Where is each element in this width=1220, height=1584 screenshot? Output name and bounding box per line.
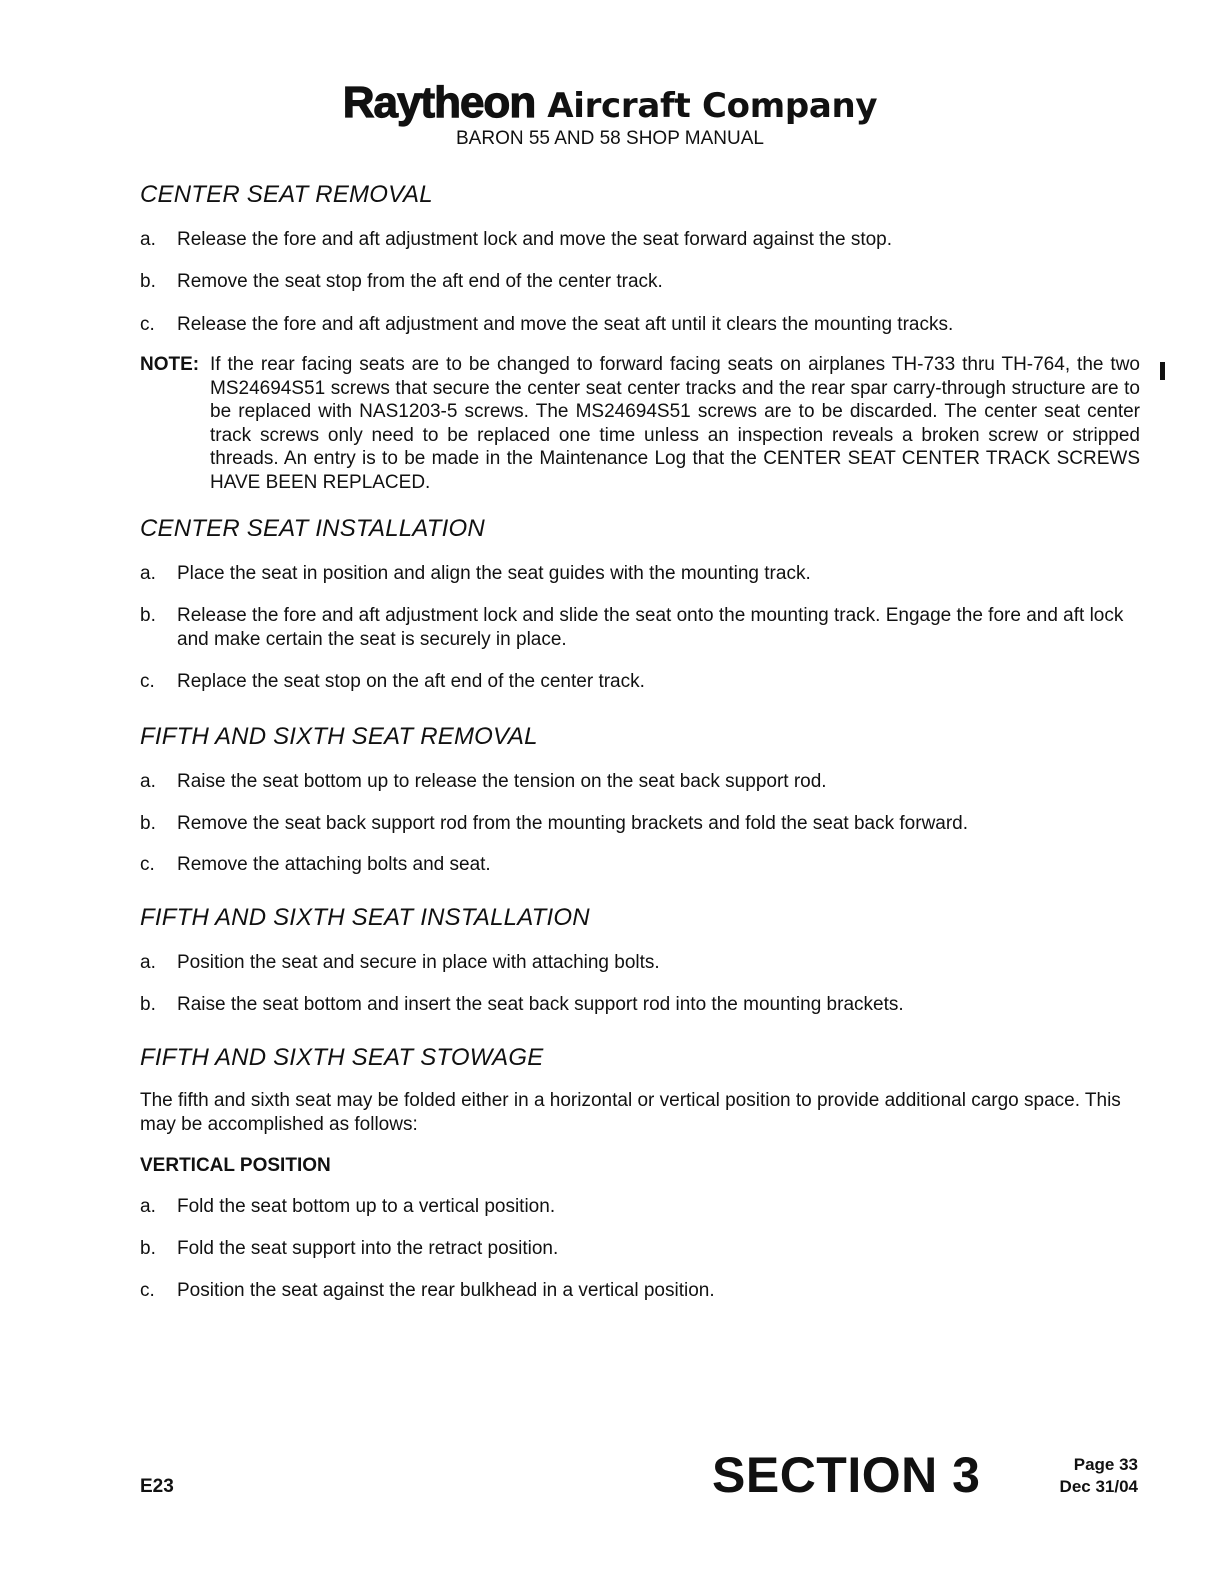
step-list xyxy=(140,228,1140,337)
step-list xyxy=(140,951,1140,1017)
manual-content xyxy=(140,178,1140,1303)
step-text: Raise the seat bottom up to release the tension on the seat back support rod. xyxy=(177,771,827,792)
brand xyxy=(343,78,878,128)
page-header xyxy=(0,78,1220,128)
section-heading: FIFTH AND SIXTH SEAT STOWAGE xyxy=(140,1044,544,1071)
step-text: Position the seat against the rear bulkhead in a vertical position. xyxy=(177,1280,715,1301)
step-list xyxy=(140,562,1140,694)
fifth-sixth-seat-stowage xyxy=(140,1041,1140,1303)
section-heading: CENTER SEAT INSTALLATION xyxy=(140,515,485,542)
step-item xyxy=(140,670,1140,694)
step-letter: b. xyxy=(140,271,156,292)
raytheon-logo: Raytheon xyxy=(342,78,536,127)
step-item xyxy=(140,270,1140,294)
step-text: Remove the seat stop from the aft end of the center track. xyxy=(177,271,663,292)
note-block xyxy=(140,353,1140,494)
step-text: Fold the seat support into the retract position. xyxy=(177,1238,559,1259)
revision-date: Dec 31/04 xyxy=(1059,1477,1138,1496)
step-letter: c. xyxy=(140,1280,155,1301)
step-letter: a. xyxy=(140,771,156,792)
step-text: Release the fore and aft adjustment and move the seat aft until it clears the mounting tracks. xyxy=(177,314,954,335)
step-text: Release the fore and aft adjustment lock and move the seat forward against the stop. xyxy=(177,229,893,250)
step-letter: c. xyxy=(140,314,155,335)
section-heading: FIFTH AND SIXTH SEAT REMOVAL xyxy=(140,723,538,750)
step-text: Position the seat and secure in place with attaching bolts. xyxy=(177,952,660,973)
footer-code: E23 xyxy=(140,1476,174,1497)
step-list xyxy=(140,770,1140,877)
step-item xyxy=(140,993,1140,1017)
step-text: Remove the seat back support rod from the mounting brackets and fold the seat back forward. xyxy=(177,813,969,834)
section-heading: FIFTH AND SIXTH SEAT INSTALLATION xyxy=(140,904,590,931)
step-list xyxy=(140,1195,1140,1303)
step-text: Raise the seat bottom and insert the seat back support rod into the mounting brackets. xyxy=(177,994,904,1015)
note-label: NOTE: xyxy=(140,354,200,375)
step-text: Replace the seat stop on the aft end of the center track. xyxy=(177,671,645,692)
center-seat-removal xyxy=(140,178,1140,494)
manual-title: BARON 55 AND 58 SHOP MANUAL xyxy=(456,128,764,149)
step-item xyxy=(140,604,1140,652)
step-item xyxy=(140,1237,1140,1261)
company-name: Aircraft Company xyxy=(547,86,878,126)
step-letter: a. xyxy=(140,952,156,973)
step-item xyxy=(140,1195,1140,1219)
step-text: Release the fore and aft adjustment lock and slide the seat onto the mounting track. Engage the fore and aft lock and make certain the seat is securely in place. xyxy=(177,605,1124,650)
step-item xyxy=(140,313,1140,337)
step-item xyxy=(140,853,1140,877)
step-letter: c. xyxy=(140,671,155,692)
step-letter: c. xyxy=(140,854,155,875)
footer-section-number: SECTION 3 xyxy=(712,1447,981,1503)
step-letter: b. xyxy=(140,1238,156,1259)
step-item xyxy=(140,812,1140,836)
fifth-sixth-seat-installation xyxy=(140,901,1140,1017)
fifth-sixth-seat-removal xyxy=(140,720,1140,877)
section-heading: CENTER SEAT REMOVAL xyxy=(140,181,433,208)
step-letter: a. xyxy=(140,229,156,250)
step-letter: b. xyxy=(140,813,156,834)
step-letter: a. xyxy=(140,1196,156,1217)
footer-page-info xyxy=(1060,1454,1138,1498)
note-text: If the rear facing seats are to be changed to forward facing seats on airplanes TH-733 thru TH-764, the two MS24694S51 screws that secure the center seat center tracks and the rear spar carry-through structure are to be replaced with NAS1203-5 screws. The MS24694S51 screws are to be discarded. The center seat center track screws only need to be replaced one time unless an inspection reveals a broken screw or stripped threads. An entry is to be made in the Maintenance Log that the CENTER SEAT CENTER TRACK SCREWS HAVE BEEN REPLACED. xyxy=(210,354,1140,493)
step-text: Remove the attaching bolts and seat. xyxy=(177,854,491,875)
vertical-position-subheading: VERTICAL POSITION xyxy=(140,1155,331,1176)
center-seat-installation xyxy=(140,512,1140,694)
step-letter: b. xyxy=(140,994,156,1015)
step-text: Fold the seat bottom up to a vertical position. xyxy=(177,1196,556,1217)
step-item xyxy=(140,951,1140,975)
step-item xyxy=(140,562,1140,586)
step-item xyxy=(140,770,1140,794)
page-number: Page 33 xyxy=(1073,1455,1138,1474)
step-item xyxy=(140,228,1140,252)
revision-change-bar xyxy=(1160,362,1165,380)
step-letter: b. xyxy=(140,605,156,626)
step-item xyxy=(140,1279,1140,1303)
step-text: Place the seat in position and align the seat guides with the mounting track. xyxy=(177,563,811,584)
stowage-paragraph: The fifth and sixth seat may be folded either in a horizontal or vertical position to provide additional cargo space. This may be accomplished as follows: xyxy=(140,1090,1121,1135)
step-letter: a. xyxy=(140,563,156,584)
